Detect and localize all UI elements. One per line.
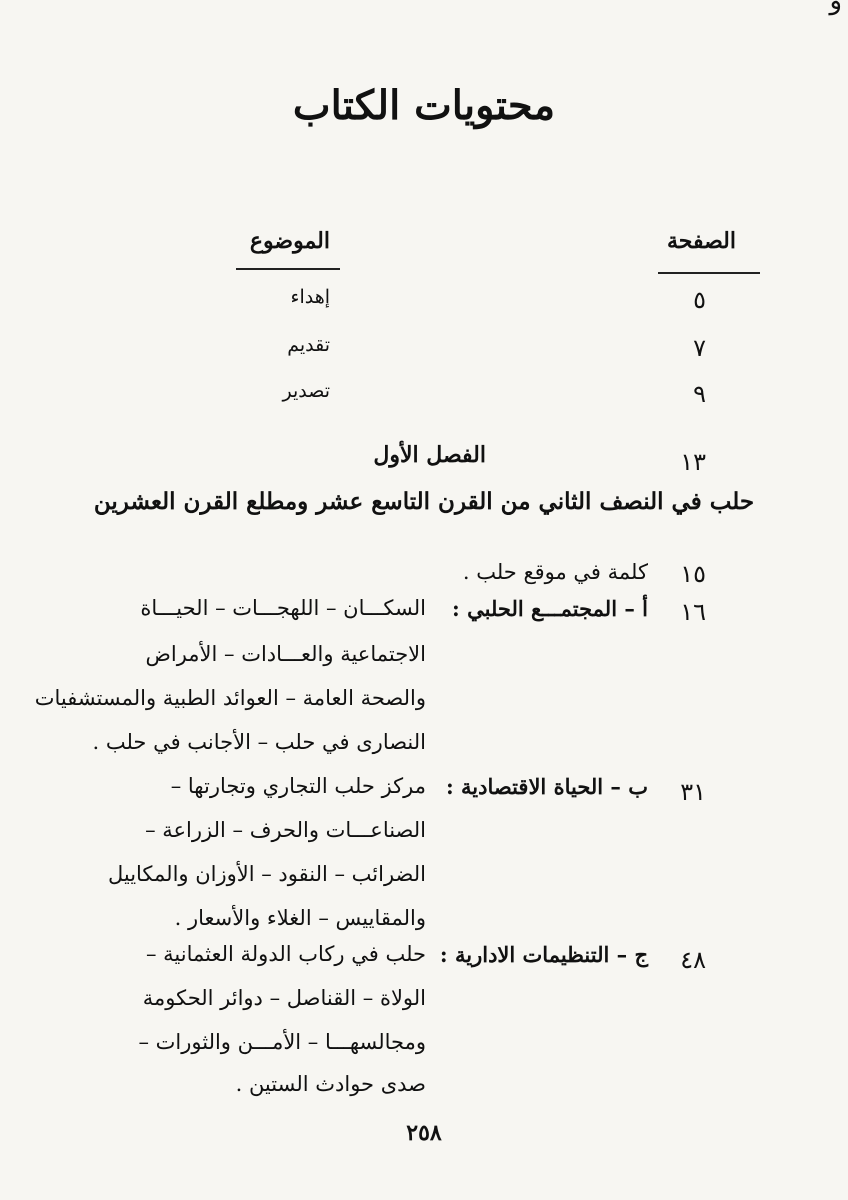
prelim-page: ٧ (693, 334, 706, 362)
corner-mark: و (829, 0, 842, 16)
entry-line: والمقاييس – الغلاء والأسعار . (174, 906, 426, 930)
entry-line: الضرائب – النقود – الأوزان والمكاييل (107, 862, 426, 886)
entry-page: ٤٨ (680, 946, 706, 974)
entry-line: السكـــان – اللهجـــات – الحيـــاة (140, 596, 426, 620)
entry-label: ب – الحياة الاقتصادية : (445, 774, 648, 799)
entry-line: حلب في ركاب الدولة العثمانية – (145, 942, 426, 966)
chapter-subtitle: حلب في النصف الثاني من القرن التاسع عشر ومطلع القرن العشرين (93, 488, 755, 515)
page-number: ٢٥٨ (406, 1120, 442, 1146)
entry-line: الولاة – القناصل – دوائر الحكومة (142, 986, 426, 1010)
entry-line: والصحة العامة – العوائد الطبية والمستشفيات (34, 686, 426, 710)
entry-line: مركز حلب التجاري وتجارتها – (170, 774, 426, 798)
entry-page: ١٥ (680, 560, 706, 588)
prelim-topic: تقديم (287, 334, 330, 356)
chapter-title: الفصل الأول (373, 442, 486, 468)
entry-line: صدى حوادث الستين . (235, 1072, 426, 1096)
entry-label: أ – المجتمـــع الحلبي : (452, 596, 648, 621)
entry-line: الاجتماعية والعـــادات – الأمراض (145, 642, 426, 666)
page-title: محتويات الكتاب (292, 82, 556, 129)
prelim-page: ٩ (693, 380, 706, 408)
page-column-rule (658, 272, 760, 274)
prelim-page: ٥ (693, 286, 706, 314)
entry-label: ج – التنظيمات الادارية : (439, 942, 648, 967)
entry-page: ١٦ (680, 598, 706, 626)
entry-text: كلمة في موقع حلب . (462, 560, 648, 584)
page-column-header: الصفحة (666, 228, 736, 254)
entry-page: ٣١ (680, 778, 706, 806)
topic-column-rule (236, 268, 340, 270)
entry-line: النصارى في حلب – الأجانب في حلب . (92, 730, 426, 754)
chapter-page: ١٣ (680, 448, 706, 476)
entry-line: ومجالسهـــا – الأمـــن والثورات – (138, 1030, 426, 1054)
prelim-topic: تصدير (282, 380, 330, 402)
entry-line: الصناعـــات والحرف – الزراعة – (145, 818, 426, 842)
topic-column-header: الموضوع (249, 228, 330, 254)
prelim-topic: إهداء (290, 286, 330, 308)
